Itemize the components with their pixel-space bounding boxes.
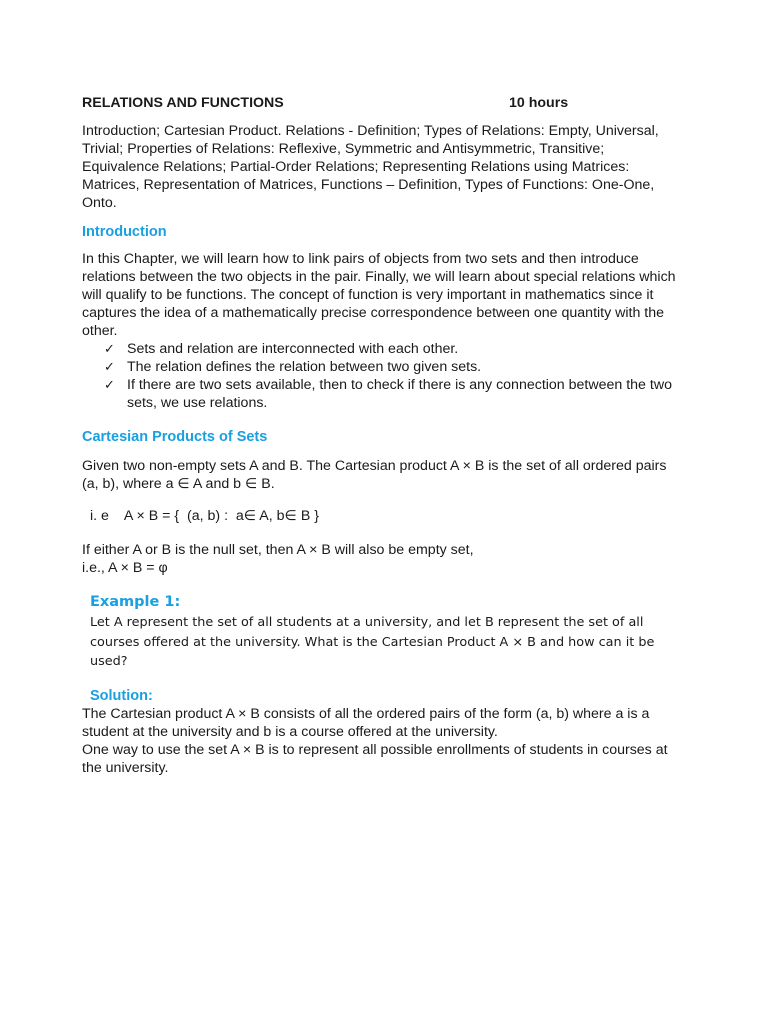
cartesian-formula: i. e A × B = { (a, b) : a∈ A, b∈ B } (90, 508, 319, 524)
list-item (104, 358, 682, 376)
example-heading: Example 1: (90, 594, 181, 610)
null-set-result: i.e., A × B = φ (82, 560, 168, 576)
introduction-heading: Introduction (82, 224, 167, 240)
check-icon: ✓ (104, 377, 115, 392)
introduction-checklist (82, 340, 682, 412)
solution-paragraph: The Cartesian product A × B consists of all the ordered pairs of the form (a, b) where a is a student at the university and b is a course offered at the university. (82, 705, 650, 740)
check-icon: ✓ (104, 359, 115, 374)
chapter-header (82, 94, 682, 112)
null-set-line: If either A or B is the null set, then A × B will also be empty set, (82, 542, 474, 558)
solution-heading: Solution: (90, 687, 153, 704)
page-content (82, 94, 682, 777)
list-item-text: Sets and relation are interconnected with each other. (127, 341, 459, 357)
example-text: Let A represent the set of all students at a university, and let B represent the set of all courses offered at the university. What is the Cartesian Product A × B and how can it be used? (90, 615, 655, 669)
cartesian-paragraph: Given two non-empty sets A and B. The Cartesian product A × B is the set of all ordered pairs (a, b), where a ∈ A and b ∈ B. (82, 458, 667, 492)
list-item-text: If there are two sets available, then to check if there is any connection between the two sets, we use relations. (127, 377, 672, 411)
cartesian-heading: Cartesian Products of Sets (82, 429, 268, 445)
chapter-title: RELATIONS AND FUNCTIONS (82, 95, 284, 111)
introduction-paragraph: In this Chapter, we will learn how to link pairs of objects from two sets and then introduce relations between the two objects in the pair. Finally, we will learn about special relations which will qualify to be functions. The concept of function is very important in mathematics since it captures the idea of a mathematically precise correspondence between one quantity with the other. (82, 251, 676, 339)
syllabus-paragraph: Introduction; Cartesian Product. Relations - Definition; Types of Relations: Empty, Universal, Trivial; Properties of Relations: Reflexive, Symmetric and Antisymmetric, Transitive; Equivalence Relations; Partial-Order Relations; Representing Relations using Matrices: Matrices, Representation of Matrices, Functions – Definition, Types of Functions: One-One, Onto. (82, 123, 659, 211)
solution-paragraph-usage: One way to use the set A × B is to represent all possible enrollments of students in courses at the university. (82, 741, 668, 776)
list-item (104, 340, 682, 358)
check-icon: ✓ (104, 341, 115, 356)
null-set-note (82, 541, 682, 577)
list-item-text: The relation defines the relation between two given sets. (127, 359, 482, 375)
chapter-duration: 10 hours (509, 95, 569, 111)
list-item (104, 376, 682, 412)
